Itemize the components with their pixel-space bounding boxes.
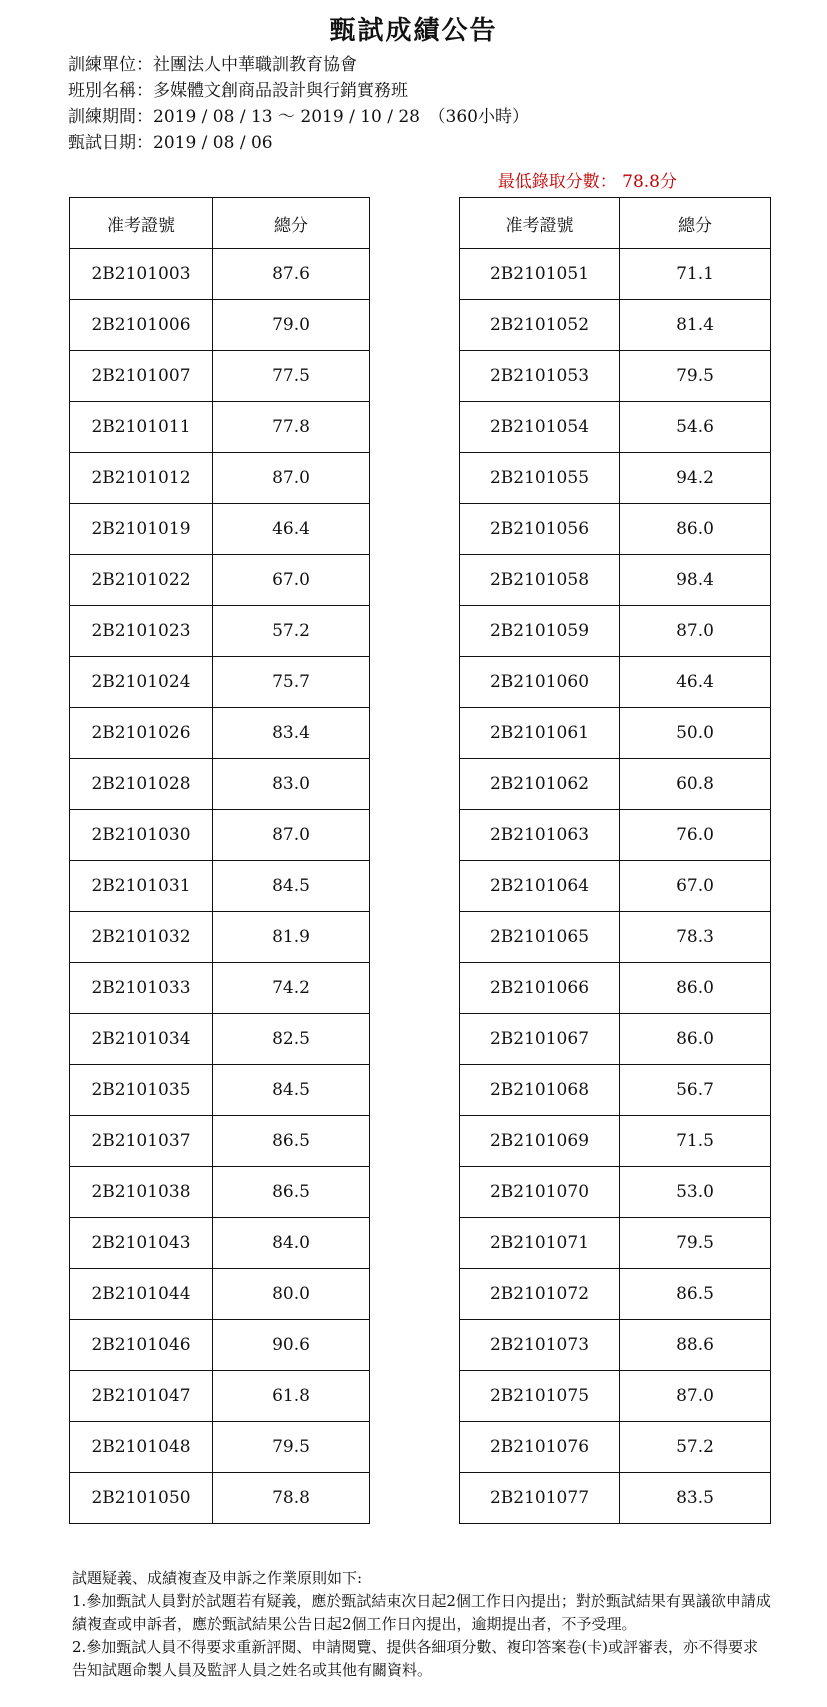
score-cell: 84.5 — [213, 861, 370, 912]
score-cell: 94.2 — [620, 453, 771, 504]
score-cell: 71.1 — [620, 249, 771, 300]
table-row — [460, 1320, 771, 1371]
score-cell: 67.0 — [620, 861, 771, 912]
table-row — [460, 657, 771, 708]
score-cell: 84.5 — [213, 1065, 370, 1116]
exam-id-cell: 2B2101067 — [460, 1014, 620, 1065]
score-cell: 83.4 — [213, 708, 370, 759]
score-cell: 57.2 — [213, 606, 370, 657]
score-cell: 81.9 — [213, 912, 370, 963]
exam-id-cell: 2B2101073 — [460, 1320, 620, 1371]
table-row — [70, 1473, 370, 1524]
table-row — [70, 453, 370, 504]
exam-id-cell: 2B2101043 — [70, 1218, 213, 1269]
header-total-score: 總分 — [620, 198, 771, 249]
table-row — [460, 1116, 771, 1167]
table-row — [70, 861, 370, 912]
score-cell: 86.5 — [213, 1116, 370, 1167]
score-cell: 79.5 — [620, 351, 771, 402]
table-row — [70, 1014, 370, 1065]
score-cell: 75.7 — [213, 657, 370, 708]
exam-id-cell: 2B2101054 — [460, 402, 620, 453]
score-cell: 87.0 — [620, 606, 771, 657]
exam-id-cell: 2B2101063 — [460, 810, 620, 861]
score-cell: 78.3 — [620, 912, 771, 963]
exam-id-cell: 2B2101006 — [70, 300, 213, 351]
exam-id-cell: 2B2101003 — [70, 249, 213, 300]
score-cell: 54.6 — [620, 402, 771, 453]
page-title: 甄試成績公告 — [329, 16, 498, 46]
exam-id-cell: 2B2101028 — [70, 759, 213, 810]
exam-id-cell: 2B2101058 — [460, 555, 620, 606]
exam-id-cell: 2B2101071 — [460, 1218, 620, 1269]
score-cell: 67.0 — [213, 555, 370, 606]
table-row — [70, 963, 370, 1014]
score-cell: 77.8 — [213, 402, 370, 453]
table-row — [70, 1065, 370, 1116]
exam-id-cell: 2B2101059 — [460, 606, 620, 657]
table-row — [70, 1269, 370, 1320]
notes-item-2: 2.參加甄試人員不得要求重新評閱、申請閱覽、提供各細項分數、複印答案卷(卡)或評審表，亦不得要求告知試題命製人員及監評人員之姓名或其他有關資料。 — [72, 1638, 759, 1679]
score-cell: 46.4 — [620, 657, 771, 708]
exam-id-cell: 2B2101064 — [460, 861, 620, 912]
exam-id-cell: 2B2101072 — [460, 1269, 620, 1320]
table-row — [70, 249, 370, 300]
exam-id-cell: 2B2101062 — [460, 759, 620, 810]
exam-id-cell: 2B2101046 — [70, 1320, 213, 1371]
table-row — [70, 1320, 370, 1371]
exam-id-cell: 2B2101051 — [460, 249, 620, 300]
table-row — [460, 810, 771, 861]
exam-id-cell: 2B2101034 — [70, 1014, 213, 1065]
score-cell: 60.8 — [620, 759, 771, 810]
table-header-row — [460, 198, 771, 249]
table-row — [460, 1371, 771, 1422]
exam-id-cell: 2B2101052 — [460, 300, 620, 351]
exam-id-cell: 2B2101032 — [70, 912, 213, 963]
header-exam-id: 准考證號 — [460, 198, 620, 249]
table-row — [460, 606, 771, 657]
score-cell: 98.4 — [620, 555, 771, 606]
score-cell: 82.5 — [213, 1014, 370, 1065]
exam-id-cell: 2B2101077 — [460, 1473, 620, 1524]
training-unit: 訓練單位：社團法人中華職訓教育協會 — [68, 55, 357, 75]
exam-id-cell: 2B2101023 — [70, 606, 213, 657]
score-cell: 83.0 — [213, 759, 370, 810]
table-header-row — [70, 198, 370, 249]
table-row — [70, 1371, 370, 1422]
exam-id-cell: 2B2101044 — [70, 1269, 213, 1320]
table-row — [460, 1167, 771, 1218]
exam-id-cell: 2B2101070 — [460, 1167, 620, 1218]
table-row — [460, 1014, 771, 1065]
score-cell: 87.0 — [213, 453, 370, 504]
score-cell: 71.5 — [620, 1116, 771, 1167]
table-row — [460, 300, 771, 351]
header-exam-id: 准考證號 — [70, 198, 213, 249]
exam-id-cell: 2B2101053 — [460, 351, 620, 402]
table-row — [70, 606, 370, 657]
exam-id-cell: 2B2101019 — [70, 504, 213, 555]
table-row — [70, 708, 370, 759]
table-row — [70, 1218, 370, 1269]
table-row — [460, 1218, 771, 1269]
table-row — [70, 402, 370, 453]
score-cell: 86.5 — [213, 1167, 370, 1218]
score-cell: 83.5 — [620, 1473, 771, 1524]
score-cell: 88.6 — [620, 1320, 771, 1371]
exam-id-cell: 2B2101069 — [460, 1116, 620, 1167]
score-table-right — [459, 197, 771, 1524]
exam-id-cell: 2B2101055 — [460, 453, 620, 504]
table-row — [70, 912, 370, 963]
exam-id-cell: 2B2101007 — [70, 351, 213, 402]
score-cell: 56.7 — [620, 1065, 771, 1116]
table-row — [70, 300, 370, 351]
exam-id-cell: 2B2101031 — [70, 861, 213, 912]
min-admission-score: 最低錄取分數： 78.8分 — [497, 172, 677, 192]
score-cell: 90.6 — [213, 1320, 370, 1371]
score-cell: 50.0 — [620, 708, 771, 759]
exam-id-cell: 2B2101066 — [460, 963, 620, 1014]
exam-id-cell: 2B2101056 — [460, 504, 620, 555]
score-cell: 86.0 — [620, 504, 771, 555]
table-row — [70, 759, 370, 810]
score-cell: 53.0 — [620, 1167, 771, 1218]
exam-id-cell: 2B2101068 — [460, 1065, 620, 1116]
exam-id-cell: 2B2101012 — [70, 453, 213, 504]
exam-id-cell: 2B2101047 — [70, 1371, 213, 1422]
table-row — [460, 504, 771, 555]
table-row — [460, 1473, 771, 1524]
score-cell: 46.4 — [213, 504, 370, 555]
notes-item-1: 1.參加甄試人員對於試題若有疑義，應於甄試結束次日起2個工作日內提出；對於甄試結果有異議欲申請成績複查或申訴者，應於甄試結果公告日起2個工作日內提出，逾期提出者，不予受理。 — [72, 1592, 771, 1633]
table-row — [70, 351, 370, 402]
notes-section — [72, 1567, 772, 1682]
exam-id-cell: 2B2101035 — [70, 1065, 213, 1116]
table-row — [70, 810, 370, 861]
table-row — [460, 963, 771, 1014]
exam-id-cell: 2B2101024 — [70, 657, 213, 708]
table-row — [460, 912, 771, 963]
exam-id-cell: 2B2101075 — [460, 1371, 620, 1422]
table-row — [460, 351, 771, 402]
table-row — [460, 249, 771, 300]
table-row — [460, 1422, 771, 1473]
score-cell: 79.5 — [213, 1422, 370, 1473]
exam-id-cell: 2B2101060 — [460, 657, 620, 708]
notes-heading: 試題疑義、成績複查及申訴之作業原則如下: — [72, 1569, 363, 1587]
table-row — [70, 504, 370, 555]
score-cell: 78.8 — [213, 1473, 370, 1524]
training-period: 訓練期間：2019 / 08 / 13 ～ 2019 / 10 / 28 （360小時） — [68, 107, 529, 127]
exam-id-cell: 2B2101030 — [70, 810, 213, 861]
score-cell: 74.2 — [213, 963, 370, 1014]
exam-id-cell: 2B2101048 — [70, 1422, 213, 1473]
exam-id-cell: 2B2101076 — [460, 1422, 620, 1473]
table-row — [70, 1167, 370, 1218]
score-cell: 81.4 — [620, 300, 771, 351]
table-row — [460, 861, 771, 912]
table-row — [460, 402, 771, 453]
score-cell: 86.0 — [620, 963, 771, 1014]
score-cell: 87.6 — [213, 249, 370, 300]
exam-id-cell: 2B2101065 — [460, 912, 620, 963]
score-cell: 87.0 — [620, 1371, 771, 1422]
exam-id-cell: 2B2101022 — [70, 555, 213, 606]
table-row — [460, 708, 771, 759]
score-table-left — [69, 197, 370, 1524]
table-row — [460, 555, 771, 606]
score-cell: 87.0 — [213, 810, 370, 861]
score-cell: 77.5 — [213, 351, 370, 402]
table-row — [460, 453, 771, 504]
score-cell: 80.0 — [213, 1269, 370, 1320]
exam-id-cell: 2B2101061 — [460, 708, 620, 759]
exam-id-cell: 2B2101037 — [70, 1116, 213, 1167]
header-total-score: 總分 — [213, 198, 370, 249]
score-cell: 79.0 — [213, 300, 370, 351]
exam-date: 甄試日期：2019 / 08 / 06 — [68, 133, 273, 153]
score-cell: 86.5 — [620, 1269, 771, 1320]
exam-id-cell: 2B2101038 — [70, 1167, 213, 1218]
table-row — [70, 1116, 370, 1167]
table-row — [460, 759, 771, 810]
table-row — [70, 1422, 370, 1473]
score-cell: 61.8 — [213, 1371, 370, 1422]
exam-id-cell: 2B2101050 — [70, 1473, 213, 1524]
score-cell: 76.0 — [620, 810, 771, 861]
class-name: 班別名稱：多媒體文創商品設計與行銷實務班 — [68, 81, 408, 101]
score-cell: 86.0 — [620, 1014, 771, 1065]
exam-id-cell: 2B2101011 — [70, 402, 213, 453]
info-block — [68, 52, 529, 156]
score-cell: 84.0 — [213, 1218, 370, 1269]
exam-id-cell: 2B2101026 — [70, 708, 213, 759]
table-row — [70, 555, 370, 606]
score-cell: 79.5 — [620, 1218, 771, 1269]
table-row — [460, 1269, 771, 1320]
table-row — [70, 657, 370, 708]
score-cell: 57.2 — [620, 1422, 771, 1473]
table-row — [460, 1065, 771, 1116]
exam-id-cell: 2B2101033 — [70, 963, 213, 1014]
